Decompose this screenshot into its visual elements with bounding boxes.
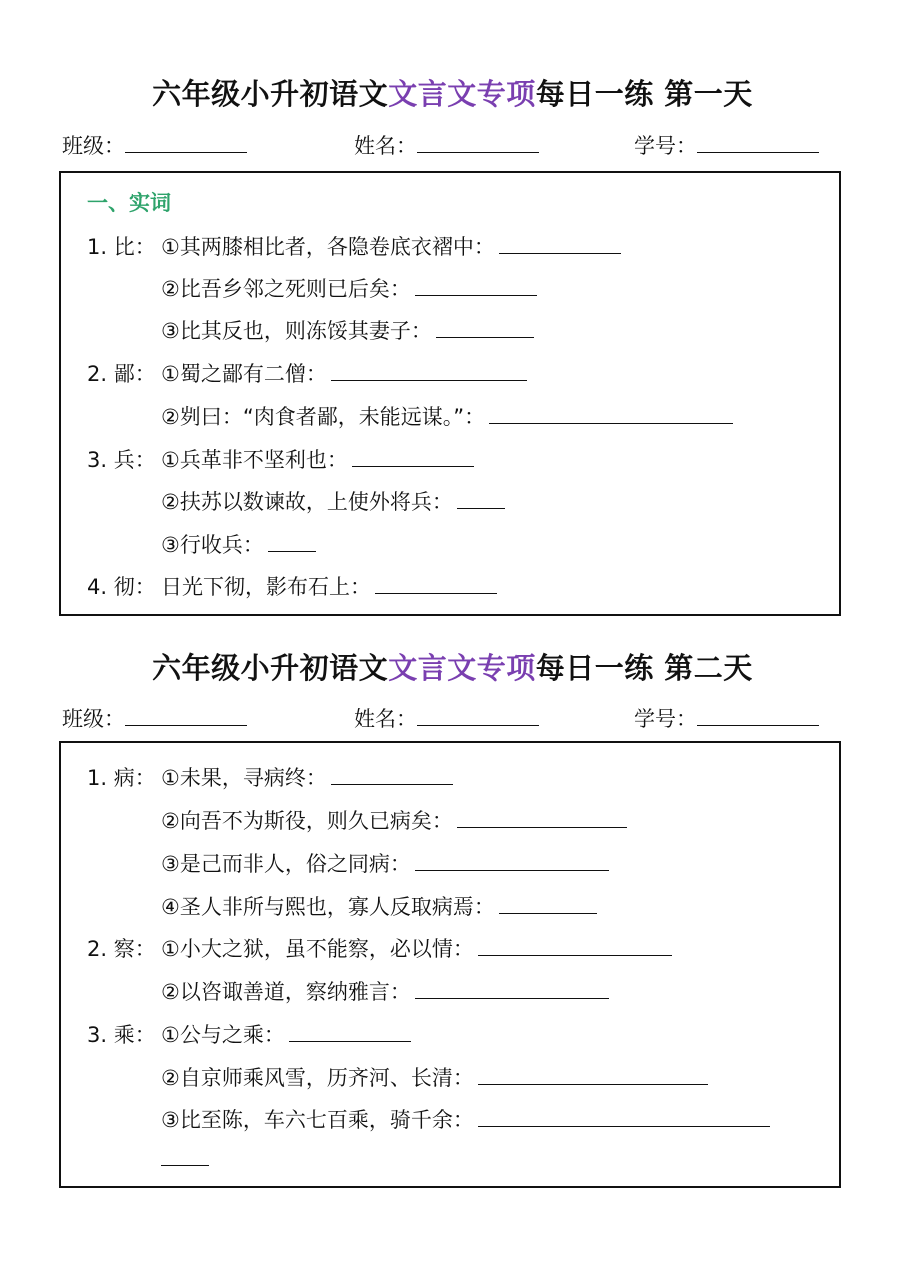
class-field[interactable]: 班级： xyxy=(62,130,247,160)
answer-blank[interactable] xyxy=(268,533,316,552)
answer-blank[interactable] xyxy=(436,319,534,338)
answer-blank[interactable] xyxy=(161,1147,209,1166)
answer-blank[interactable] xyxy=(499,895,597,914)
student-id-field[interactable]: 学号： xyxy=(634,703,819,733)
student-id-blank[interactable] xyxy=(697,707,819,726)
title-day-1: 六年级小升初语文文言文专项每日一练 第一天 xyxy=(152,77,753,111)
student-id-field[interactable]: 学号： xyxy=(634,130,819,160)
class-field[interactable]: 班级： xyxy=(62,703,247,733)
exercise-box-day-2: 1. 病： ①未果，寻病终： ②向吾不为斯役，则久已病矣： ③是己而非人，俗之同病： ④圣人非所与熙也，寡人反取病焉： 2. 察： ①小大之狱，虽不能察，必以情： ②以咨诹善道，察纳雅言： 3. 乘： ①公与之乘： ②自京师乘风雪，历齐河、长清： ③比至陈，车六七百乘，骑千余： xyxy=(59,741,841,1188)
exercise-box-day-1: 一、实词 1. 比： ①其两膝相比者，各隐卷底衣褶中： ②比吾乡邻之死则已后矣： ③比其反也，则冻馁其妻子： 2. 鄙： ①蜀之鄙有二僧： ②刿曰：“肉食者鄙，未能远谋。”： 3. 兵： ①兵革非不坚利也： ②扶苏以数谏故，上使外将兵： ③行收兵： 4. 彻： 日光下彻，影布石上： xyxy=(59,171,841,616)
class-blank[interactable] xyxy=(125,707,247,726)
name-field[interactable]: 姓名： xyxy=(354,130,539,160)
name-field[interactable]: 姓名： xyxy=(354,703,539,733)
answer-blank[interactable] xyxy=(457,809,627,828)
class-blank[interactable] xyxy=(125,134,247,153)
answer-blank[interactable] xyxy=(478,1108,770,1127)
student-id-blank[interactable] xyxy=(697,134,819,153)
answer-blank[interactable] xyxy=(478,1066,708,1085)
answer-blank[interactable] xyxy=(375,575,497,594)
answer-blank[interactable] xyxy=(331,362,527,381)
answer-blank[interactable] xyxy=(489,405,733,424)
name-blank[interactable] xyxy=(417,134,539,153)
answer-blank[interactable] xyxy=(352,448,474,467)
answer-blank[interactable] xyxy=(415,277,537,296)
section-heading: 一、实词 xyxy=(87,191,171,215)
answer-blank[interactable] xyxy=(478,937,672,956)
answer-blank[interactable] xyxy=(499,235,621,254)
answer-blank[interactable] xyxy=(289,1023,411,1042)
answer-blank[interactable] xyxy=(415,980,609,999)
answer-blank[interactable] xyxy=(457,490,505,509)
answer-blank[interactable] xyxy=(331,766,453,785)
title-day-2: 六年级小升初语文文言文专项每日一练 第二天 xyxy=(152,651,753,685)
answer-blank[interactable] xyxy=(415,852,609,871)
name-blank[interactable] xyxy=(417,707,539,726)
